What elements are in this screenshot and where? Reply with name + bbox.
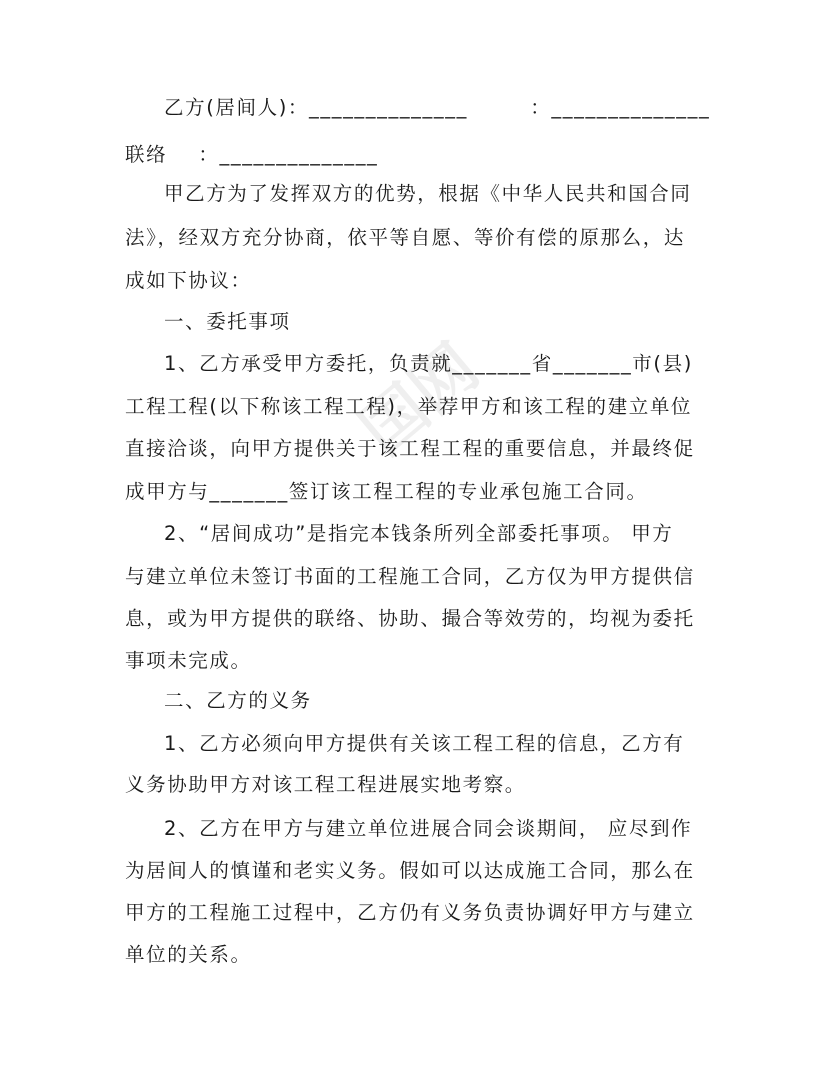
paragraph-line: 义务协助甲方对该工程工程进展实地考察。 xyxy=(125,773,526,796)
watermark: 国网 xyxy=(347,330,493,470)
paragraph-line: 为居间人的慎谨和老实义务。假如可以达成施工合同，那么在 xyxy=(125,859,695,882)
party-b-line: 乙方(居间人)：______________ ：______________ xyxy=(164,96,711,119)
paragraph-line: 2、“居间成功”是指完本钱条所列全部委托事项。 甲方 xyxy=(164,522,674,545)
paragraph-line: 1、乙方承受甲方委托，负责就_______省_______市(县) xyxy=(164,352,693,375)
paragraph-line: 成甲方与_______签订该工程工程的专业承包施工合同。 xyxy=(125,480,648,503)
paragraph-line: 息，或为甲方提供的联络、协助、撮合等效劳的，均视为委托 xyxy=(125,607,695,630)
paragraph-line: 与建立单位未签订书面的工程施工合同，乙方仅为甲方提供信 xyxy=(125,565,695,588)
section-heading: 二、乙方的义务 xyxy=(164,689,312,712)
contact-line: 联络 ：______________ xyxy=(125,143,379,166)
paragraph-line: 单位的关系。 xyxy=(125,943,252,966)
paragraph-line: 工程工程(以下称该工程工程)，举荐甲方和该工程的建立单位 xyxy=(125,395,693,418)
paragraph-line: 法》，经双方充分协商，依平等自愿、等价有偿的原那么，达 xyxy=(125,226,685,249)
paragraph-line: 甲乙方为了发挥双方的优势，根据《中华人民共和国合同 xyxy=(164,182,692,205)
paragraph-line: 甲方的工程施工过程中，乙方仍有义务负责协调好甲方与建立 xyxy=(125,901,695,924)
paragraph-line: 事项未完成。 xyxy=(125,649,252,672)
section-heading: 一、委托事项 xyxy=(164,310,291,333)
paragraph-line: 2、乙方在甲方与建立单位进展合同会谈期间， 应尽到作 xyxy=(164,817,693,840)
paragraph-line: 1、乙方必须向甲方提供有关该工程工程的信息，乙方有 xyxy=(164,732,685,755)
paragraph-line: 成如下协议： xyxy=(125,269,252,292)
paragraph-line: 直接洽谈，向甲方提供关于该工程工程的重要信息，并最终促 xyxy=(125,437,695,460)
